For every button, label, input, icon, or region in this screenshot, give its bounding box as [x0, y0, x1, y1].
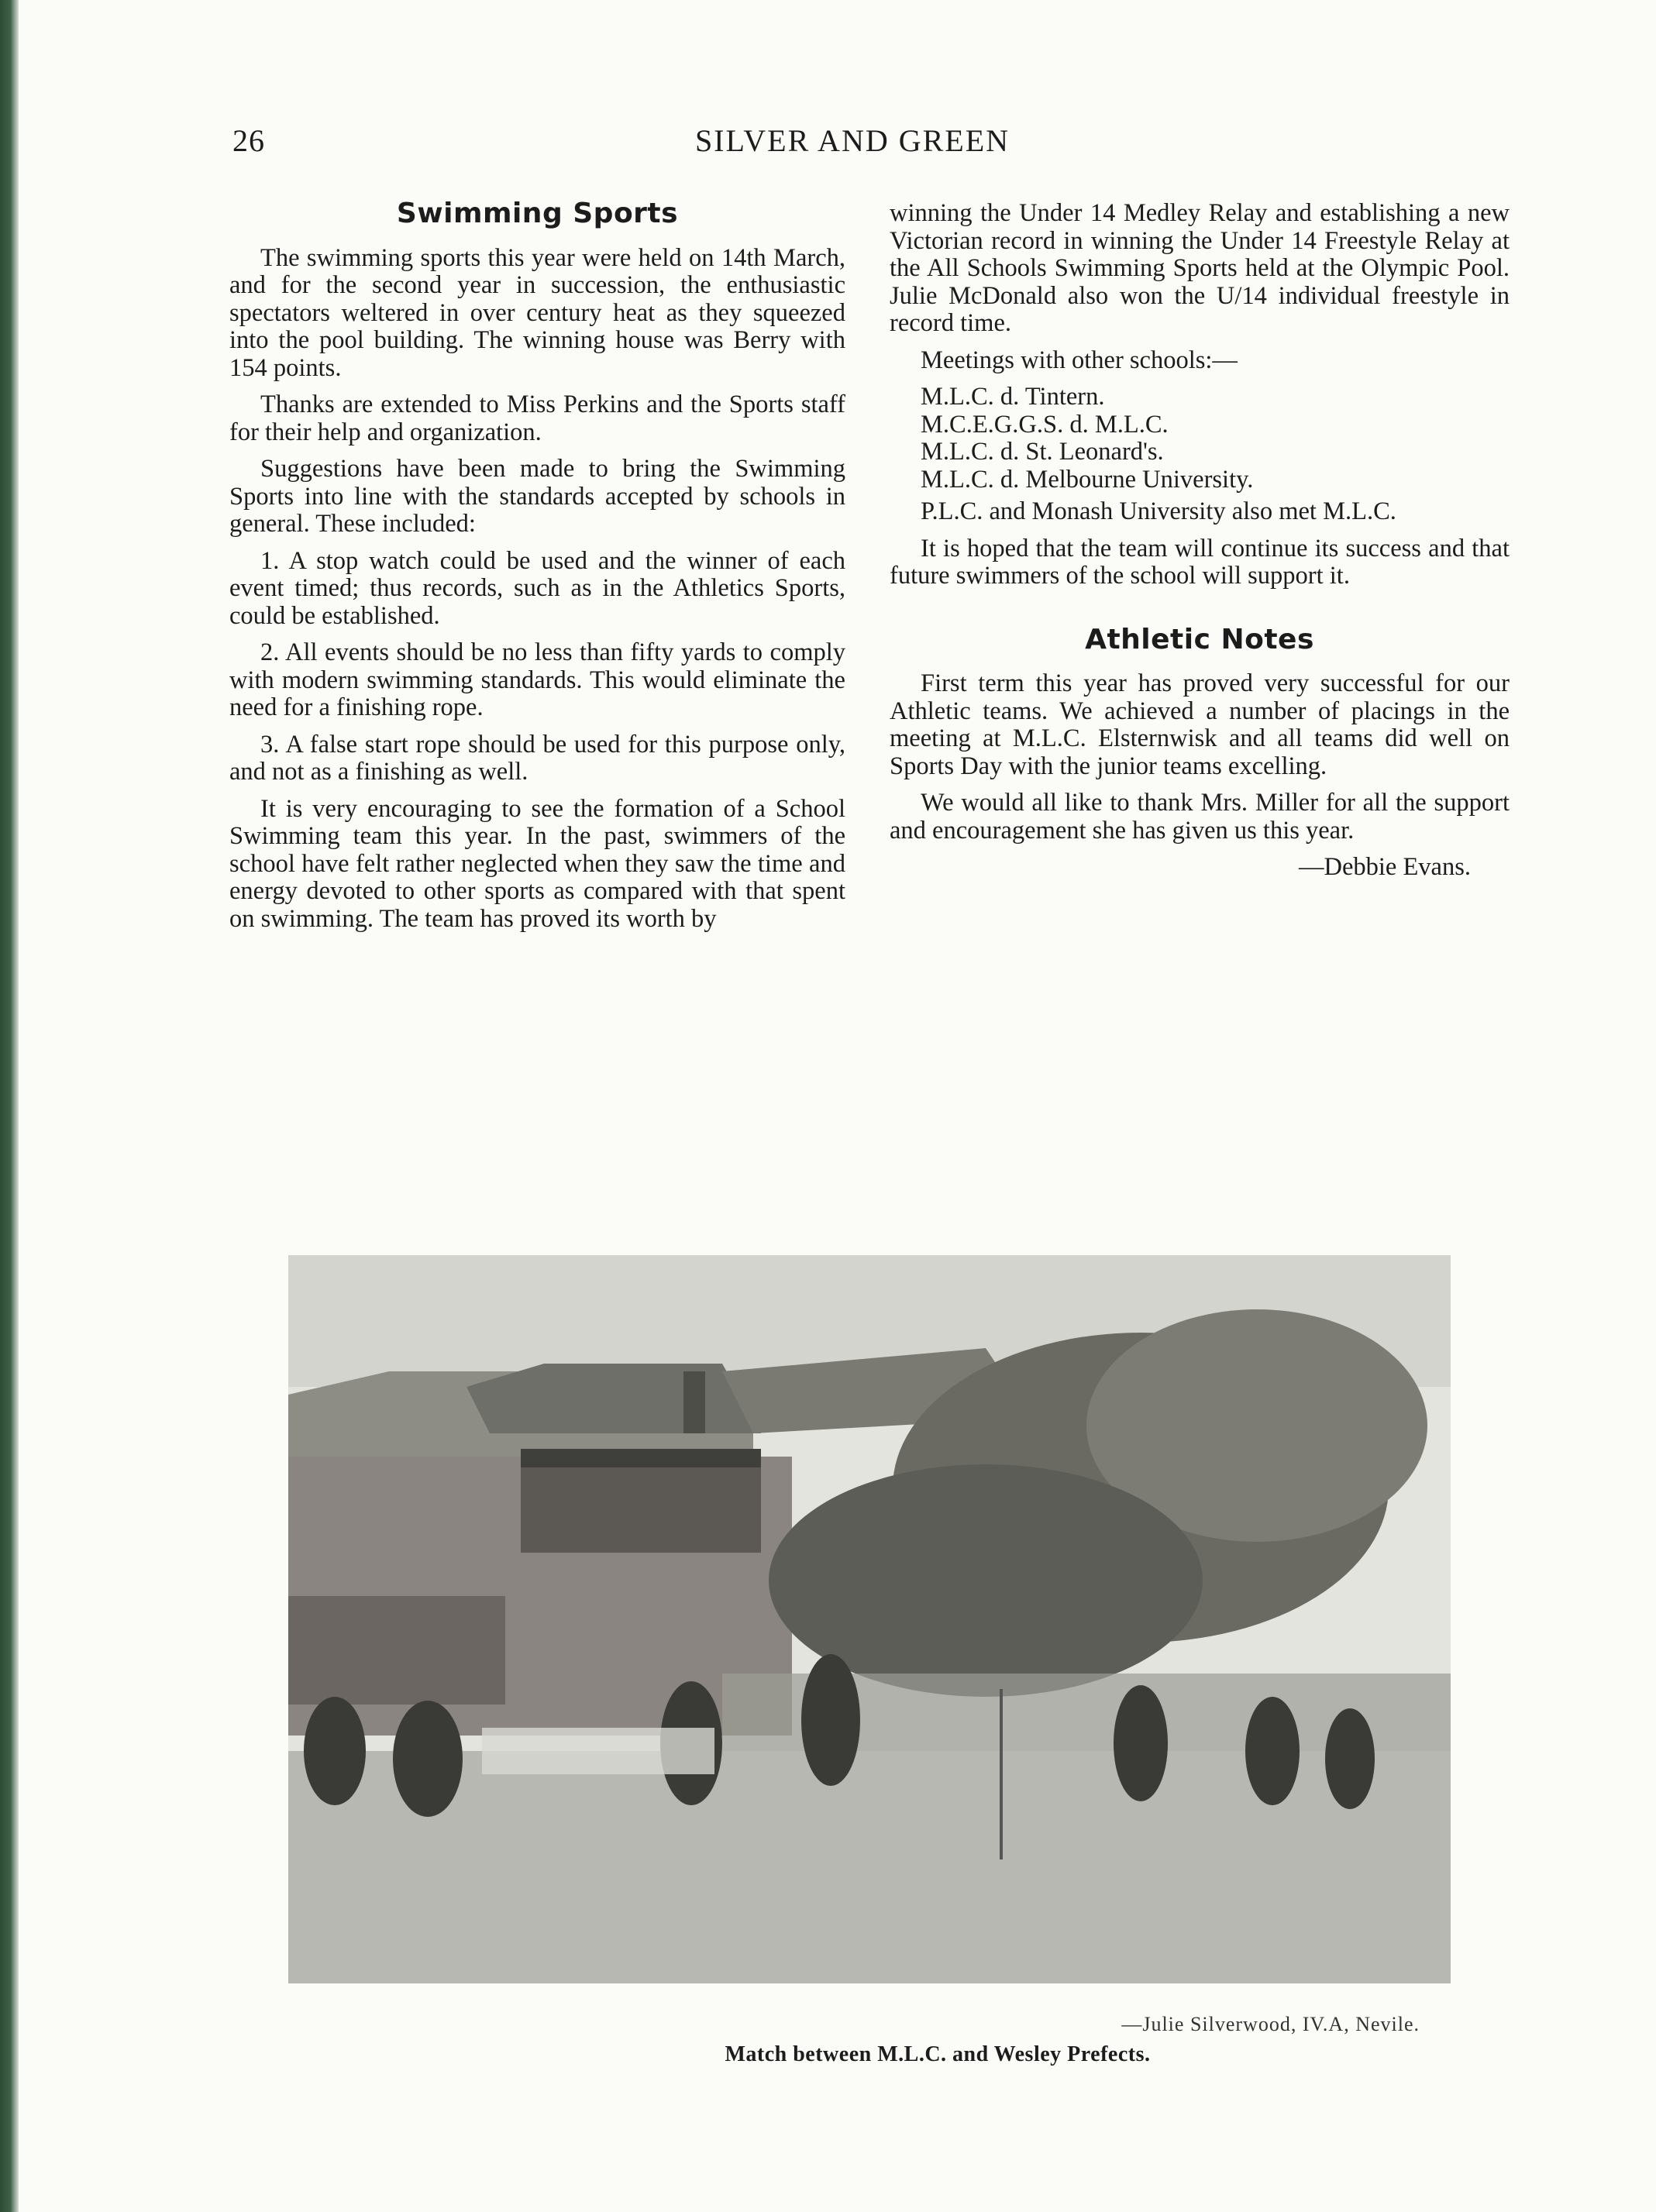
- meetings-list: [921, 384, 1510, 494]
- photo-credit: —Julie Silverwood, IV.A, Nevile.: [1121, 2013, 1420, 2035]
- netball-match-photo: [288, 1255, 1451, 1983]
- page-number: 26: [232, 123, 265, 158]
- photo-caption: Match between M.L.C. and Wesley Prefects.: [725, 2042, 1151, 2066]
- athletic-paragraph: First term this year has proved very successful for our Athletic teams. We achieved a number of placings in the meeting at M.L.C. Elsternwisk and all teams did well on Sports Day with the junior teams excelling.: [890, 669, 1510, 780]
- right-column: [890, 200, 1510, 882]
- suggestion-item: 2. All events should be no less than fifty yards to comply with modern swimming standards. This would eliminate the need for a finishing rope.: [229, 638, 845, 721]
- athletic-paragraph: We would all like to thank Mrs. Miller for all the support and encouragement she has given us this year.: [890, 789, 1510, 845]
- swimming-paragraph: It is very encouraging to see the formation of a School Swimming team this year. In the past, swimmers of the school have felt rather neglected when they saw the time and energy devoted to other sports as compared with that spent on swimming. The team has proved its worth by: [229, 794, 845, 933]
- swimming-continued: winning the Under 14 Medley Relay and establishing a new Victorian record in winning the Under 14 Freestyle Relay at the All Schools Swimming Sports held at the Olympic Pool. Julie McDonald also won the U/14 individual freestyle in record time.: [890, 199, 1510, 337]
- meeting-result: M.L.C. d. St. Leonard's.: [921, 438, 1164, 466]
- swimming-sports-heading: Swimming Sports: [396, 198, 679, 229]
- meetings-intro: Meetings with other schools:—: [921, 346, 1238, 374]
- swimming-paragraph: Thanks are extended to Miss Perkins and the Sports staff for their help and organization.: [229, 390, 845, 446]
- swimming-paragraph: Suggestions have been made to bring the Swimming Sports into line with the standards accepted by schools in general. These included:: [229, 455, 845, 538]
- suggestion-item: 3. A false start rope should be used for this purpose only, and not as a finishing as well.: [229, 730, 845, 786]
- other-meeting: P.L.C. and Monash University also met M.L.C.: [921, 497, 1396, 525]
- swimming-paragraph: The swimming sports this year were held on 14th March, and for the second year in succession, the enthusiastic spectators weltered in over century heat as they squeezed into the pool building. The winning house was Berry with 154 points.: [229, 243, 845, 382]
- athletic-notes-heading: Athletic Notes: [1085, 623, 1314, 655]
- meeting-result: M.C.E.G.G.S. d. M.L.C.: [921, 410, 1169, 439]
- author-signature: —Debbie Evans.: [1298, 853, 1471, 881]
- swimming-closing: It is hoped that the team will continue its success and that future swimmers of the school will support it.: [890, 534, 1510, 590]
- meeting-result: M.L.C. d. Melbourne University.: [921, 465, 1254, 494]
- book-binding-edge: [0, 0, 19, 2212]
- page-header: [232, 122, 1472, 169]
- suggestion-item: 1. A stop watch could be used and the winner of each event timed; thus records, such as in the Athletics Sports, could be established.: [229, 546, 845, 630]
- meeting-result: M.L.C. d. Tintern.: [921, 383, 1105, 411]
- left-column: [229, 200, 845, 942]
- running-title: SILVER AND GREEN: [694, 123, 1010, 158]
